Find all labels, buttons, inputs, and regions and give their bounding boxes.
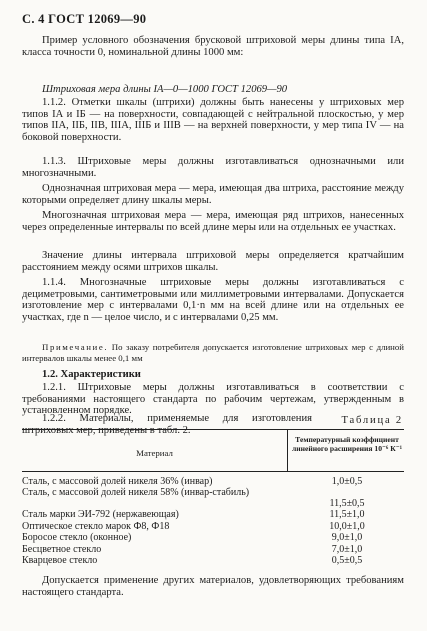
page-header: С. 4 ГОСТ 12069—90 — [22, 12, 147, 26]
example-designation: Штриховая мера длины IA—0—1000 ГОСТ 12069—90 — [42, 84, 288, 95]
paragraph-multi-measure: Многозначная штриховая мера — мера, имеющая ряд штрихов, нанесенных через определенные интервалы по всей длине меры или на отдельных ее участках. — [22, 210, 404, 233]
material-cell: Сталь, с массовой долей никеля 58% (инвар-стабиль) — [22, 487, 250, 499]
material-cell: Кварцевое стекло — [22, 554, 98, 566]
paragraph-single-measure: Однозначная штриховая мера — мера, имеющая два штриха, расстояние между которыми определяет длину шкалы меры. — [22, 183, 404, 206]
section-heading-1-2: 1.2. Характеристики — [42, 369, 141, 380]
coefficient-cell: 9,0±1,0 — [331, 532, 363, 544]
table-top-border — [22, 429, 404, 430]
table-caption: Таблица 2 — [341, 415, 403, 426]
paragraph-1-1-4: 1.1.4. Многозначные штриховые меры должны изготавливаться с дециметровыми, сантиметровыми или миллиметровыми интервалами. Допускается изготовление мер с интервалами 0,1·n мм на всей длине или на отдельных ее участках, где n — целое число, и с интервалами 0,25 мм. — [22, 277, 404, 324]
paragraph-interval-value: Значение длины интервала штриховой меры определяется кратчайшим расстоянием между осями штрихов шкалы. — [22, 250, 404, 273]
table-row — [22, 509, 404, 520]
paragraph-final: Допускается применение других материалов, удовлетворяющих требованиям настоящего стандарта. — [22, 575, 404, 598]
table-row — [22, 544, 404, 555]
example-intro — [22, 35, 404, 58]
example-intro-text: Пример условного обозначения брусковой штриховой меры длины типа IA, класса точности 0, номинальной длины 1000 мм: — [22, 35, 404, 58]
table-header-material: Материал — [136, 448, 173, 458]
table-column-divider — [287, 429, 288, 471]
coefficient-cell: 1,0±0,5 — [331, 476, 363, 487]
note-text: По заказу потребителя допускается изготовление штриховых мер с длиной интервалов шкалы менее 0,1 мм — [22, 342, 404, 363]
coefficient-cell: 0,5±0,5 — [331, 554, 363, 566]
coefficient-cell: 11,5±0,5 — [329, 498, 365, 510]
table-row — [22, 521, 404, 532]
material-cell: Оптическое стекло марок Ф8, Ф18 — [22, 520, 170, 532]
paragraph-1-2-2: 1.2.2. Материалы, применяемые для изготовления штриховых мер, приведены в табл. 2. — [22, 413, 312, 436]
table-header-border — [22, 471, 404, 472]
table-row — [22, 532, 404, 543]
coefficient-cell: 10,0±1,0 — [329, 520, 365, 532]
material-cell: Боросое стекло (оконное) — [22, 532, 132, 544]
coefficient-cell: 11,5±1,0 — [329, 509, 365, 521]
paragraph-1-1-3: 1.1.3. Штриховые меры должны изготавливаться однозначными или многозначными. — [22, 156, 404, 179]
coefficient-cell: 7,0±1,0 — [331, 543, 363, 555]
paragraph-1-2-1: 1.2.1. Штриховые меры должны изготавливаться в соответствии с требованиями настоящего стандарта по рабочим чертежам, утвержденным в установленном порядке. — [22, 382, 404, 417]
material-cell: Бесцветное стекло — [22, 543, 102, 555]
materials-table — [22, 429, 404, 566]
material-cell: Сталь, с массовой долей никеля 36% (инвар) — [22, 476, 213, 487]
table-row — [22, 476, 404, 487]
note-label: Примечание. — [42, 342, 109, 352]
paragraph-1-1-2: 1.1.2. Отметки шкалы (штрихи) должны быть нанесены у штриховых мер типов IA и IБ — на поверхности, совпадающей с нейтральной плоскостью, у мер типов IIA, IIБ, IIB, IIIA, IIIБ и IIIB — на верхней поверхности, у мер типа IV — на боковой поверхности. — [22, 97, 404, 144]
table-header-coefficient: Температурный коэффициент линейного расширения 10⁻⁶ К⁻¹ — [292, 435, 402, 453]
note — [22, 342, 404, 363]
table-row — [22, 555, 404, 566]
table-body — [22, 476, 404, 566]
table-row — [22, 487, 404, 509]
material-cell: Сталь марки ЭИ-792 (нержавеющая) — [22, 509, 179, 521]
